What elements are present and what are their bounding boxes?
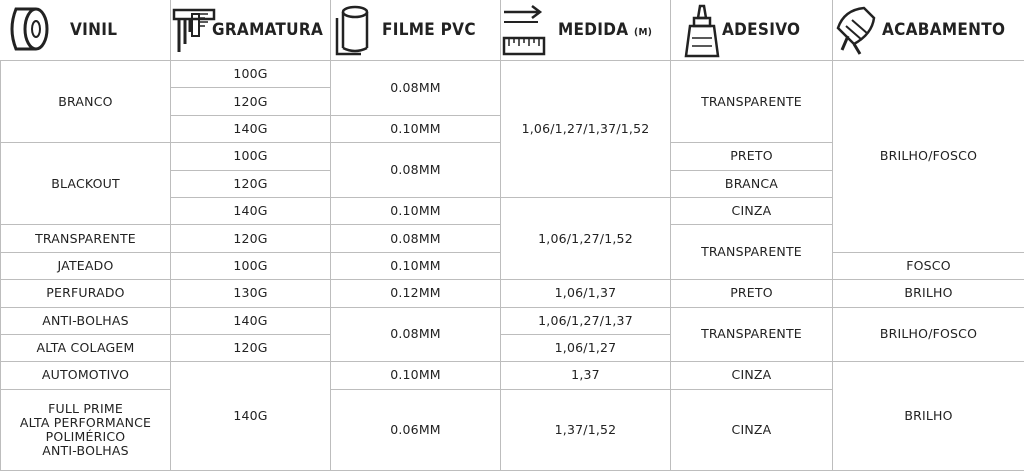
gramatura-cell: 140G xyxy=(171,115,331,142)
film-roll-icon xyxy=(333,4,373,60)
gramatura-cell: 120G xyxy=(171,88,331,115)
vinil-cell: PERFURADO xyxy=(1,280,171,307)
gramatura-cell: 120G xyxy=(171,170,331,197)
medida-cell: 1,37 xyxy=(501,362,671,389)
vinil-line: POLIMÉRICO xyxy=(45,428,126,444)
medida-cell: 1,06/1,27 xyxy=(501,334,671,361)
adesivo-cell: PRETO xyxy=(671,143,833,170)
header-divider xyxy=(832,0,833,60)
filme-cell: 0.08MM xyxy=(331,307,501,362)
table-row xyxy=(1,61,1024,88)
header-gramatura: GRAMATURA xyxy=(212,20,324,40)
vinil-cell-fullprime xyxy=(1,389,171,470)
vinil-cell: BRANCO xyxy=(1,61,171,143)
acabamento-cell: FOSCO xyxy=(833,252,1024,279)
acabamento-cell: BRILHO/FOSCO xyxy=(833,61,1024,253)
vinil-line: ALTA PERFORMANCE xyxy=(19,414,152,430)
filme-cell: 0.08MM xyxy=(331,61,501,116)
header-divider xyxy=(670,0,671,60)
filme-cell: 0.08MM xyxy=(331,143,501,198)
filme-cell: 0.08MM xyxy=(331,225,501,252)
vinil-cell: AUTOMOTIVO xyxy=(1,362,171,389)
glue-bottle-icon xyxy=(680,4,724,62)
gramatura-cell: 120G xyxy=(171,334,331,361)
table-row xyxy=(1,307,1024,334)
vinil-line: FULL PRIME xyxy=(48,400,123,416)
header-medida xyxy=(558,20,652,40)
medida-cell: 1,06/1,27/1,37/1,52 xyxy=(501,61,671,198)
header-adesivo: ADESIVO xyxy=(722,20,801,40)
filme-cell: 0.10MM xyxy=(331,362,501,389)
header-filme: FILME PVC xyxy=(382,20,476,40)
adesivo-cell: CINZA xyxy=(671,389,833,470)
caliper-icon xyxy=(172,4,216,60)
acabamento-cell: BRILHO/FOSCO xyxy=(833,307,1024,362)
medida-cell: 1,06/1,27/1,52 xyxy=(501,197,671,279)
adesivo-cell: CINZA xyxy=(671,197,833,224)
adesivo-cell: BRANCA xyxy=(671,170,833,197)
acabamento-cell: BRILHO xyxy=(833,280,1024,307)
gramatura-cell: 100G xyxy=(171,61,331,88)
vinil-cell: JATEADO xyxy=(1,252,171,279)
gramatura-cell: 120G xyxy=(171,225,331,252)
vinil-cell: TRANSPARENTE xyxy=(1,225,171,252)
medida-cell: 1,37/1,52 xyxy=(501,389,671,470)
product-table xyxy=(0,60,1024,471)
gramatura-cell: 100G xyxy=(171,143,331,170)
header-divider xyxy=(330,0,331,60)
vinil-cell: ALTA COLAGEM xyxy=(1,334,171,361)
gramatura-cell: 130G xyxy=(171,280,331,307)
ruler-arrow-icon xyxy=(502,4,546,60)
gramatura-cell: 100G xyxy=(171,252,331,279)
gramatura-cell: 140G xyxy=(171,362,331,471)
adesivo-cell: CINZA xyxy=(671,362,833,389)
acabamento-cell: BRILHO xyxy=(833,362,1024,471)
table-row xyxy=(1,362,1024,389)
gramatura-cell: 140G xyxy=(171,197,331,224)
table-header xyxy=(0,0,1024,60)
adesivo-cell: TRANSPARENTE xyxy=(671,225,833,280)
header-medida-label: MEDIDA xyxy=(558,20,629,40)
header-acabamento: ACABAMENTO xyxy=(882,20,1006,40)
vinil-line: ANTI-BOLHAS xyxy=(42,442,129,458)
filme-cell: 0.12MM xyxy=(331,280,501,307)
adesivo-cell: PRETO xyxy=(671,280,833,307)
header-divider xyxy=(500,0,501,60)
adesivo-cell: TRANSPARENTE xyxy=(671,307,833,362)
medida-cell: 1,06/1,37 xyxy=(501,280,671,307)
filme-cell: 0.10MM xyxy=(331,115,501,142)
vinyl-roll-icon xyxy=(6,4,50,58)
adesivo-cell: TRANSPARENTE xyxy=(671,61,833,143)
header-divider xyxy=(170,0,171,60)
filme-cell: 0.10MM xyxy=(331,197,501,224)
header-medida-unit: (M) xyxy=(634,27,653,38)
vinil-cell: BLACKOUT xyxy=(1,143,171,225)
vinil-cell: ANTI-BOLHAS xyxy=(1,307,171,334)
paint-brush-icon xyxy=(834,4,880,62)
medida-cell: 1,06/1,27/1,37 xyxy=(501,307,671,334)
header-vinil: VINIL xyxy=(70,20,118,40)
filme-cell: 0.10MM xyxy=(331,252,501,279)
filme-cell: 0.06MM xyxy=(331,389,501,470)
gramatura-cell: 140G xyxy=(171,307,331,334)
table-row xyxy=(1,280,1024,307)
